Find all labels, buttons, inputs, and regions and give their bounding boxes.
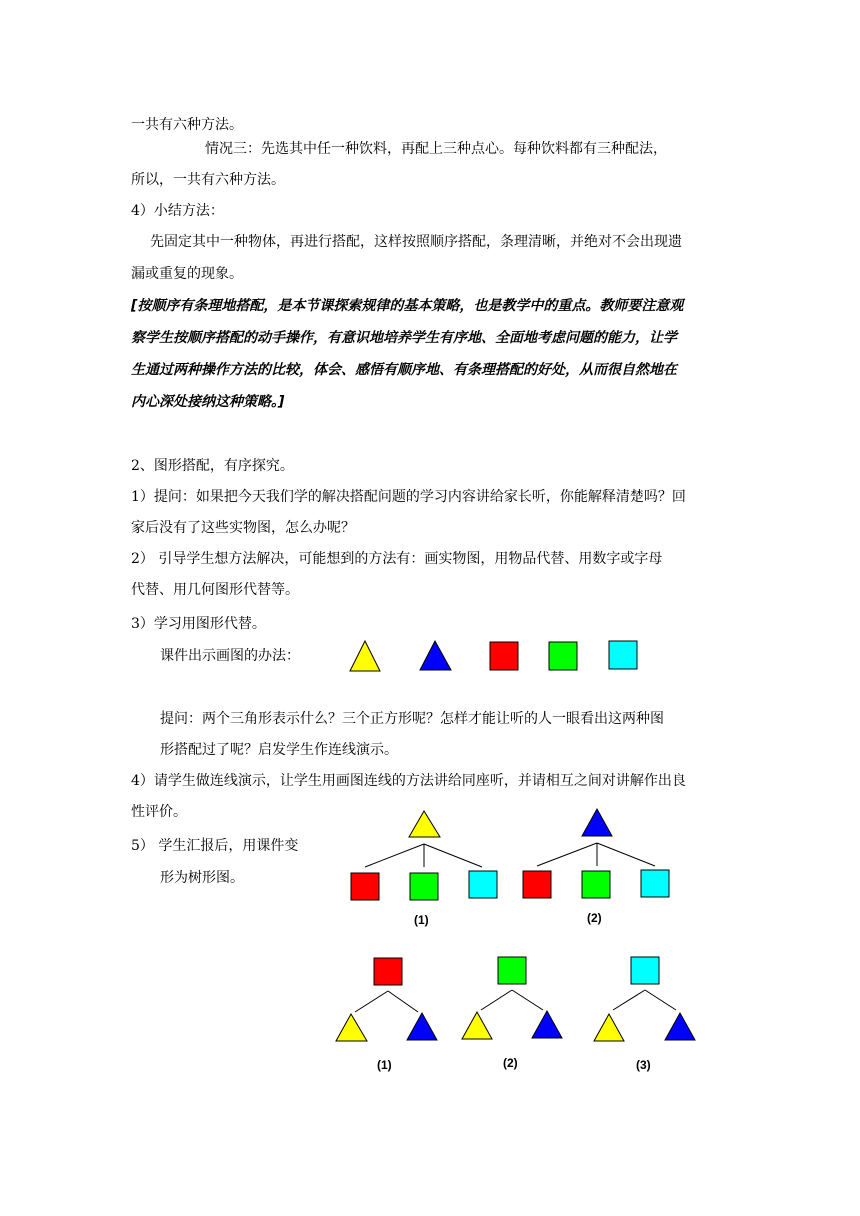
text-line: 提问：两个三角形表示什么？三个正方形呢？怎样才能让听的人一眼看出这两种图 (160, 711, 664, 727)
red-square (523, 871, 551, 898)
teaching-note: 察学生按顺序搭配的动手操作，有意识地培养学生有序地、全面地考虑问题的能力，让学 (131, 330, 677, 346)
teaching-note: [按顺序有条理地搭配，是本节课探索规律的基本策略，也是教学中的重点。教师要注意观 (131, 298, 684, 314)
text-line: 课件出示画图的办法： (160, 648, 300, 664)
caption-square-tree-1: (1) (377, 1058, 392, 1072)
blue-triangle (582, 809, 612, 836)
cyan-square (469, 871, 497, 898)
text-line: 先固定其中一种物体，再进行搭配，这样按照顺序搭配，条理清晰，并绝对不会出现遗 (150, 234, 682, 250)
yellow-triangle (336, 1014, 367, 1041)
blue-triangle (665, 1013, 695, 1040)
blue-triangle (420, 641, 451, 670)
yellow-triangle (350, 641, 380, 671)
text-line: 1）提问：如果把今天我们学的解决搭配问题的学习内容讲给家长听，你能解释清楚吗？回 (131, 489, 686, 505)
cyan-square (641, 870, 669, 897)
text-line: 家后没有了这些实物图，怎么办呢？ (131, 520, 355, 536)
yellow-triangle (409, 811, 440, 837)
text-line: 性评价。 (131, 804, 187, 820)
text-line: 5） 学生汇报后，用课件变 (131, 838, 299, 854)
caption-square-tree-2: (2) (503, 1056, 518, 1070)
caption-square-tree-3: (3) (636, 1058, 651, 1072)
text-line: 形搭配过了呢？启发学生作连线演示。 (160, 742, 398, 758)
text-line: 一共有六种方法。 (131, 117, 243, 133)
yellow-triangle (594, 1014, 624, 1041)
text-line: 代替、用几何图形代替等。 (131, 582, 299, 598)
text-line: 情况三：先选其中任一种饮料，再配上三种点心。每种饮料都有三种配法， (205, 141, 667, 157)
caption-tree-1: (1) (414, 913, 429, 927)
red-square (374, 958, 402, 985)
teaching-note: 生通过两种操作方法的比较，体会、感悟有顺序地、有条理搭配的好处，从而很自然地在 (131, 362, 677, 378)
caption-tree-2: (2) (587, 911, 602, 925)
text-line: 形为树形图。 (160, 870, 244, 886)
teaching-note: 内心深处接纳这种策略。] (131, 394, 285, 410)
section-heading: 4）小结方法： (131, 203, 224, 219)
cyan-square (631, 957, 659, 984)
green-square (582, 871, 610, 898)
red-square (351, 873, 379, 900)
cyan-square (609, 641, 637, 669)
green-square (549, 642, 577, 670)
blue-triangle (532, 1011, 562, 1038)
text-line: 所以，一共有六种方法。 (131, 172, 285, 188)
text-line: 3）学习用图形代替。 (131, 616, 266, 632)
green-square (410, 873, 438, 900)
text-line: 2） 引导学生想方法解决，可能想到的方法有：画实物图，用物品代替、用数字或字母 (131, 551, 663, 567)
red-square (490, 642, 518, 670)
text-line: 漏或重复的现象。 (131, 266, 243, 282)
text-line: 4）请学生做连线演示，让学生用画图连线的方法讲给同座听，并请相互之间对讲解作出良 (131, 773, 686, 789)
green-square (498, 957, 526, 984)
yellow-triangle (462, 1012, 492, 1039)
section-heading: 2、图形搭配，有序探究。 (131, 458, 294, 474)
blue-triangle (407, 1013, 437, 1040)
